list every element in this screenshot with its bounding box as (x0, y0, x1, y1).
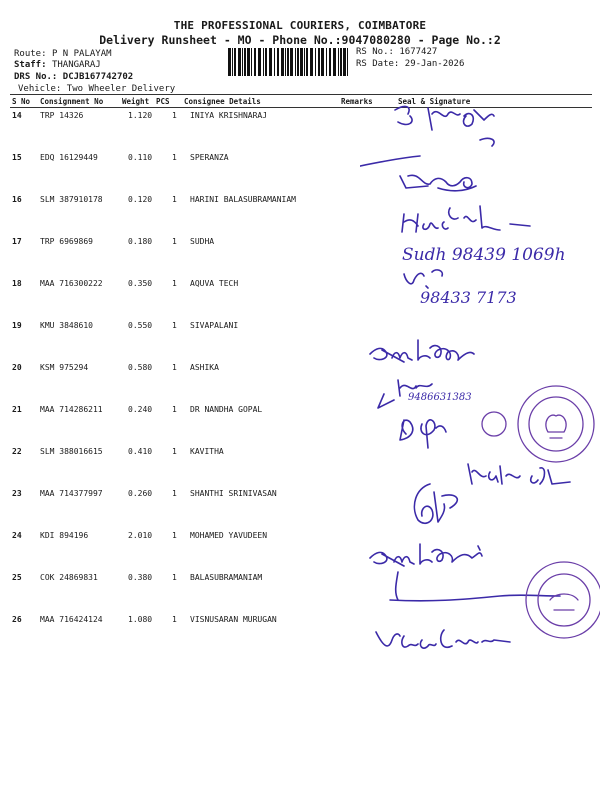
pieces-count: 1 (172, 153, 177, 162)
table-row (0, 111, 600, 153)
barcode-bar (304, 48, 305, 76)
col-pcs: PCS (156, 97, 170, 106)
consignee-name: SUDHA (190, 237, 215, 246)
col-weight: Weight (122, 97, 150, 106)
barcode-bar (244, 48, 246, 76)
staff-label: Staff: (14, 60, 47, 70)
serial-number: 18 (12, 279, 22, 288)
header-top-rule (10, 94, 592, 95)
barcode-bar (310, 48, 313, 76)
weight-value: 0.260 (128, 489, 153, 498)
barcode-bar (297, 48, 299, 76)
barcode-bar (287, 48, 289, 76)
consignee-name: KAVITHA (190, 447, 224, 456)
table-row (0, 237, 600, 279)
weight-value: 0.550 (128, 321, 153, 330)
weight-value: 0.410 (128, 447, 153, 456)
pieces-count: 1 (172, 195, 177, 204)
vehicle-label: Vehicle: (18, 84, 62, 94)
col-consignee: Consignee Details (184, 97, 261, 106)
barcode-bar (285, 48, 286, 76)
route-info (14, 49, 112, 59)
rs-number (356, 47, 437, 57)
barcode-bar (295, 48, 296, 76)
barcode-bar (232, 48, 233, 76)
serial-number: 24 (12, 531, 22, 540)
col-seal: Seal & Signature (398, 97, 471, 106)
table-row (0, 195, 600, 237)
barcode-bar (281, 48, 284, 76)
staff-value: THANGARAJ (51, 60, 101, 70)
consignee-name: SPERANZA (190, 153, 229, 162)
consignee-name: AQUVA TECH (190, 279, 239, 288)
rs-no-label: RS No.: (356, 47, 394, 57)
barcode-bar (300, 48, 303, 76)
consignee-name: SHANTHI SRINIVASAN (190, 489, 277, 498)
weight-value: 0.350 (128, 279, 153, 288)
pieces-count: 1 (172, 531, 177, 540)
barcode-bar (315, 48, 316, 76)
weight-value: 0.120 (128, 195, 153, 204)
barcode-bar (326, 48, 327, 76)
consignment-number: SLM 388016615 (40, 447, 103, 456)
barcode-bar (254, 48, 256, 76)
drs-label: DRS No.: (14, 72, 58, 82)
drs-value: DCJB167742702 (62, 72, 134, 82)
serial-number: 22 (12, 447, 22, 456)
weight-value: 0.380 (128, 573, 153, 582)
barcode-bar (340, 48, 342, 76)
vehicle-value: Two Wheeler Delivery (66, 84, 176, 94)
table-row (0, 489, 600, 531)
col-consignment: Consignment No (40, 97, 104, 106)
table-row (0, 363, 600, 405)
col-sno: S No (12, 97, 31, 106)
col-remarks: Remarks (341, 97, 373, 106)
consignment-number: MAA 714286211 (40, 405, 103, 414)
route-label: Route: (14, 49, 47, 59)
barcode-bar (228, 48, 231, 76)
barcode-bar (347, 48, 348, 76)
consignee-name: HARINI BALASUBRAMANIAM (190, 195, 296, 204)
consignee-name: BALASUBRAMANIAM (190, 573, 263, 582)
barcode-bar (263, 48, 264, 76)
barcode-bar (269, 48, 272, 76)
signature-row-20: 9486631383 (408, 392, 472, 403)
table-row (0, 279, 600, 321)
pieces-count: 1 (172, 615, 177, 624)
consignee-name: DR NANDHA GOPAL (190, 405, 263, 414)
consignment-number: COK 24869831 (40, 573, 98, 582)
serial-number: 26 (12, 615, 22, 624)
consignment-number: KMU 3848610 (40, 321, 93, 330)
serial-number: 16 (12, 195, 22, 204)
barcode-bar (234, 48, 236, 76)
table-row (0, 153, 600, 195)
table-row (0, 321, 600, 363)
barcode-bar (274, 48, 275, 76)
barcode-bar (329, 48, 331, 76)
barcode-bar (321, 48, 324, 76)
serial-number: 25 (12, 573, 22, 582)
signature-row-18: 98433 7173 (420, 288, 517, 307)
table-row (0, 573, 600, 615)
weight-value: 0.580 (128, 363, 153, 372)
pieces-count: 1 (172, 237, 177, 246)
barcode-bar (242, 48, 243, 76)
header-bottom-rule (10, 107, 592, 108)
runsheet-subtitle: Delivery Runsheet - MO - Phone No.:9047080280 - Page No.:2 (99, 33, 501, 47)
barcode-bar (258, 48, 261, 76)
pieces-count: 1 (172, 447, 177, 456)
barcode-bar (318, 48, 320, 76)
weight-value: 2.010 (128, 531, 153, 540)
pieces-count: 1 (172, 363, 177, 372)
barcode (228, 48, 350, 76)
barcode-bar (265, 48, 267, 76)
company-title: THE PROFESSIONAL COURIERS, COIMBATORE (173, 19, 427, 32)
consignee-name: INIYA KRISHNARAJ (190, 111, 268, 120)
serial-number: 15 (12, 153, 22, 162)
route-value: P N PALAYAM (51, 49, 112, 59)
barcode-bar (290, 48, 293, 76)
barcode-bar (333, 48, 336, 76)
drs-info (14, 72, 133, 82)
barcode-bar (247, 48, 250, 76)
rs-date-label: RS Date: (356, 59, 400, 69)
consignment-number: SLM 387910178 (40, 195, 103, 204)
consignment-number: KSM 975294 (40, 363, 89, 372)
table-row (0, 531, 600, 573)
consignee-name: SIVAPALANI (190, 321, 239, 330)
weight-value: 0.180 (128, 237, 153, 246)
consignment-number: TRP 6969869 (40, 237, 93, 246)
consignment-number: KDI 894196 (40, 531, 89, 540)
signature-row-17: Sudh 98439 1069h (402, 245, 566, 265)
table-row (0, 447, 600, 489)
barcode-bar (343, 48, 346, 76)
weight-value: 0.240 (128, 405, 153, 414)
serial-number: 23 (12, 489, 22, 498)
pieces-count: 1 (172, 405, 177, 414)
pieces-count: 1 (172, 489, 177, 498)
serial-number: 20 (12, 363, 22, 372)
barcode-bar (251, 48, 252, 76)
table-row (0, 615, 600, 657)
rs-date (356, 59, 464, 69)
vehicle-info (18, 84, 175, 94)
consignee-name: VISNUSARAN MURUGAN (190, 615, 277, 624)
serial-number: 17 (12, 237, 22, 246)
staff-info (14, 60, 101, 70)
rs-no-value: 1677427 (399, 47, 438, 57)
consignment-number: MAA 716300222 (40, 279, 103, 288)
weight-value: 0.110 (128, 153, 153, 162)
pieces-count: 1 (172, 279, 177, 288)
pieces-count: 1 (172, 573, 177, 582)
consignment-number: MAA 714377997 (40, 489, 103, 498)
consignee-name: MOHAMED YAVUDEEN (190, 531, 268, 540)
barcode-bar (238, 48, 241, 76)
consignment-number: EDQ 16129449 (40, 153, 98, 162)
pieces-count: 1 (172, 111, 177, 120)
consignment-number: MAA 716424124 (40, 615, 103, 624)
serial-number: 21 (12, 405, 22, 414)
weight-value: 1.080 (128, 615, 153, 624)
weight-value: 1.120 (128, 111, 153, 120)
pieces-count: 1 (172, 321, 177, 330)
barcode-bar (338, 48, 339, 76)
serial-number: 14 (12, 111, 22, 120)
serial-number: 19 (12, 321, 22, 330)
barcode-bar (306, 48, 308, 76)
consignee-name: ASHIKA (190, 363, 219, 372)
table-row (0, 405, 600, 447)
barcode-bar (277, 48, 279, 76)
rs-date-value: 29-Jan-2026 (404, 59, 465, 69)
consignment-number: TRP 14326 (40, 111, 84, 120)
